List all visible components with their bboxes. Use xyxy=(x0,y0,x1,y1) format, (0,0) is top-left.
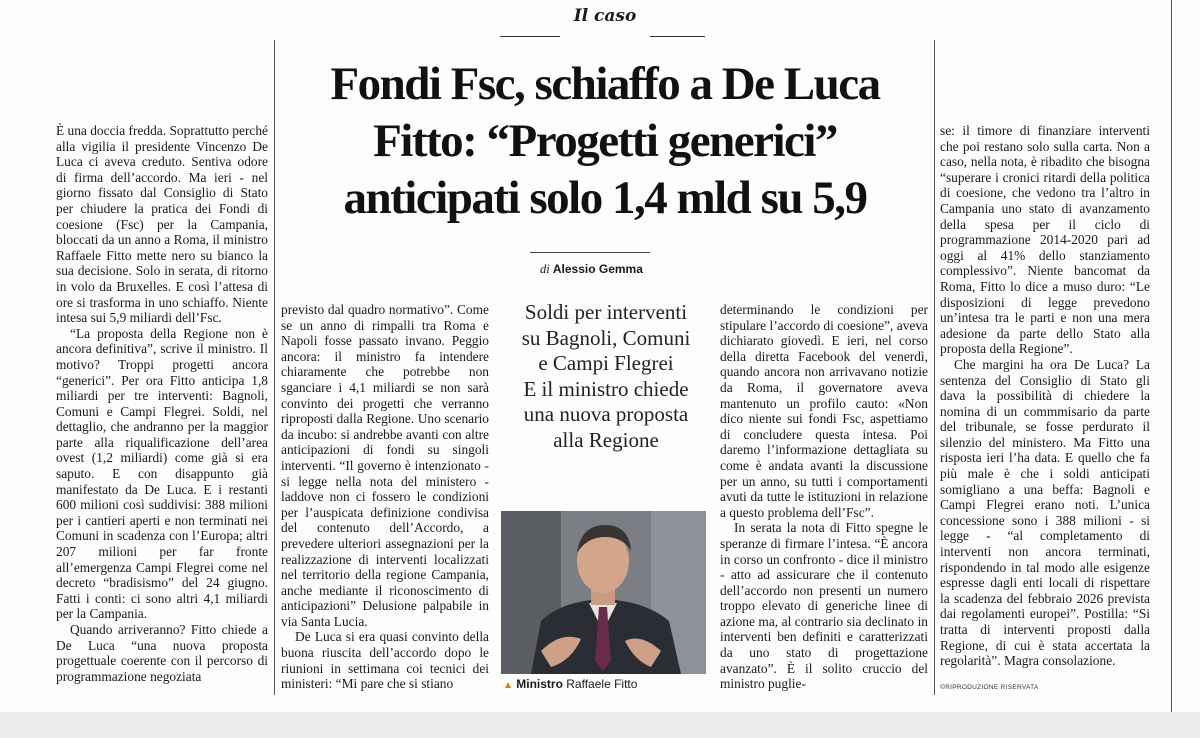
paragraph: De Luca si era quasi convinto della buona riuscita dell’accordo dopo le riunioni in settimana coi tecnici dei ministeri: “Mi pare che si stiano xyxy=(281,629,489,692)
byline-author: Alessio Gemma xyxy=(552,262,643,276)
kicker-rule-left xyxy=(500,36,560,37)
kicker-rule-right xyxy=(650,36,705,37)
paragraph: previsto dal quadro normativo”. Come se un anno di rimpalli tra Roma e Napoli fosse passato invano. Peggio ancora: il ministro fa intendere chiaramente che potrebbe non sganciare i 4,1 miliardi se non sarà convinto dei progetti che verranno riproposti dalla Regione. Uno scenario da incubo: si andrebbe avanti con altre anticipazioni di fondi su singoli interventi. “Il governo è intenzionato - si legge nella nota del ministero - laddove non ci fossero le condizioni per l’auspicata definizione condivisa del contenuto dell’Accordo, a prevedere ulteriori assegnazioni per la realizzazione di interventi localizzati nel territorio della regione Campania, anche mediante il riconoscimento di anticipazioni” Delusione palpabile in via Santa Lucia. xyxy=(281,302,489,629)
byline-rule xyxy=(530,252,650,253)
headline-line-3: anticipati solo 1,4 mld su 5,9 xyxy=(343,172,867,224)
pull-quote-line: alla Regione xyxy=(553,427,659,452)
pull-quote-line: una nuova proposta xyxy=(523,402,689,426)
paragraph: “La proposta della Regione non è ancora definitiva”, scrive il ministro. Il motivo? Troppi progetti ancora “generici”. Per ora Fitto anticipa 1,8 miliardi per tre interventi: Bagnoli, Comuni e Campi Flegrei. Soldi, nel dettaglio, che andranno per la maggior parte alla riqualificazione dell’area ovest (1,2 miliardi) come già si era saputo. E con disappunto già manifestato da De Luca. E i restanti 600 milioni così suddivisi: 388 milioni per i cantieri aperti e non terminati nei Comuni in scadenza con l’Europa; altri 207 milioni per far fronte all’emergenza Campi Flegrei come nel decreto “bradisismo” del 24 giugno. Fatti i conti: ci sono altri 4,1 miliardi per la Campania. xyxy=(56,325,268,622)
text-column-4 xyxy=(720,302,928,695)
column-rule-right xyxy=(934,40,935,695)
caption-name: Raffaele Fitto xyxy=(566,677,638,691)
photo-caption xyxy=(503,677,713,691)
column-rule-left xyxy=(274,40,275,695)
paragraph: determinando le condizioni per stipulare l’accordo di coesione”, aveva dichiarato giovedì. E ieri, nel corso della diretta Facebook del venerdì, quando ancora non arrivavano notizie da Roma, il governatore aveva mantenuto un profilo cauto: «Non dico niente sui fondi Fsc, aspettiamo di concludere questa intesa. Poi daremo l’informazione dettagliata su come è andata avanti la discussione per un anno, su tutti i comportamenti avuti da tutte le istituzioni in relazione a questo problema dell’Fsc”. xyxy=(720,302,928,520)
byline xyxy=(540,262,680,277)
page-edge-rule xyxy=(1171,0,1172,712)
headline-line-2: Fitto: “Progetti generici” xyxy=(373,115,837,167)
caption-label: Ministro xyxy=(516,677,563,691)
pull-quote-line: Soldi per interventi xyxy=(524,300,688,324)
copyright-notice: ©RIPRODUZIONE RISERVATA xyxy=(940,684,1039,691)
byline-prefix: di xyxy=(540,262,550,276)
caption-triangle-icon: ▲ xyxy=(503,680,513,691)
pull-quote xyxy=(503,300,709,453)
headline-line-1: Fondi Fsc, schiaffo a De Luca xyxy=(330,58,880,110)
pull-quote-line: su Bagnoli, Comuni xyxy=(521,325,691,350)
minister-photo xyxy=(501,511,706,674)
text-column-5 xyxy=(940,123,1150,678)
paragraph: se: il timore di finanziare interventi che poi restano solo sulla carta. Non a caso, nella nota, è ribadito che bisogna “superare i cronici ritardi della politica di coesione, che vedono tra l’altro in Campania uno stato di avanzamento della spesa per il ciclo di programmazione 2014-2020 pari ad oggi al 41% dello stanziamento complessivo”. Niente bancomat da Roma, Fitto lo dice a muso duro: “Le disposizioni di legge prevedono un’intesa tra le parti e non una mera adesione da parte dello Stato alla proposta della Regione”. xyxy=(940,123,1150,357)
paragraph: In serata la nota di Fitto spegne le speranze di firmare l’intesa. “È ancora in corso un confronto - dice il ministro - atto ad assicurare che il contenuto dell’accordo non presenti un numero troppo elevato di generiche linee di azione ma, al contrario sia declinato in interventi ben definiti e caratterizzati da uno stato di progettazione avanzato”. È il solito cruccio del ministro puglie- xyxy=(720,520,928,692)
paragraph: È una doccia fredda. Soprattutto perché alla vigilia il presidente Vincenzo De Luca ci aveva creduto. Sentiva odore di firma dell’accordo. Ma ieri - nel giorno fissato dal Consiglio di Stato per chiudere la pratica dei Fondi di coesione (Fsc) per la Campania, bloccati da un anno a Roma, il ministro Raffaele Fitto mette nero su bianco la sua decisione. Solo in serata, di ritorno in volo da Bruxelles. E così l’attesa di ore si trasforma in uno schiaffo. Niente intesa sui 5,9 miliardi dell’Fsc. xyxy=(56,123,268,326)
pull-quote-line: E il ministro chiede xyxy=(523,376,689,401)
section-kicker: Il caso xyxy=(573,6,637,26)
paragraph: Che margini ha ora De Luca? La sentenza del Consiglio di Stato gli dava la possibilità di chiedere la nomina di un commmisario da parte del tribunale, se fosse perdurato il silenzio del ministero. Ma Fitto una risposta ieri l’ha data. E quello che fa più male è che i soldi anticipati somigliano a una beffa: Bagnoli e Campi Flegrei erano noti. L’unica concessione sono i 388 milioni - si legge - “al completamento di interventi non ancora terminati, rispondendo in tal modo alle esigenze espresse dagli enti locali di rispettare la scadenza del febbraio 2026 prevista dai regolamenti europei”. Postilla: “Si tratta di interventi proposti dalla Regione, di cui è stata accertata la regolarità”. Magra consolazione. xyxy=(940,356,1150,669)
text-column-1 xyxy=(56,123,268,695)
portrait-illustration xyxy=(501,511,706,674)
viewer-footer-strip xyxy=(0,712,1200,738)
headline xyxy=(280,56,930,227)
text-column-2 xyxy=(281,302,489,695)
pull-quote-line: e Campi Flegrei xyxy=(538,351,674,375)
paragraph: Quando arriveranno? Fitto chiede a De Luca “una nuova proposta progettuale coerente con il percorso di programmazione negoziata xyxy=(56,622,268,684)
